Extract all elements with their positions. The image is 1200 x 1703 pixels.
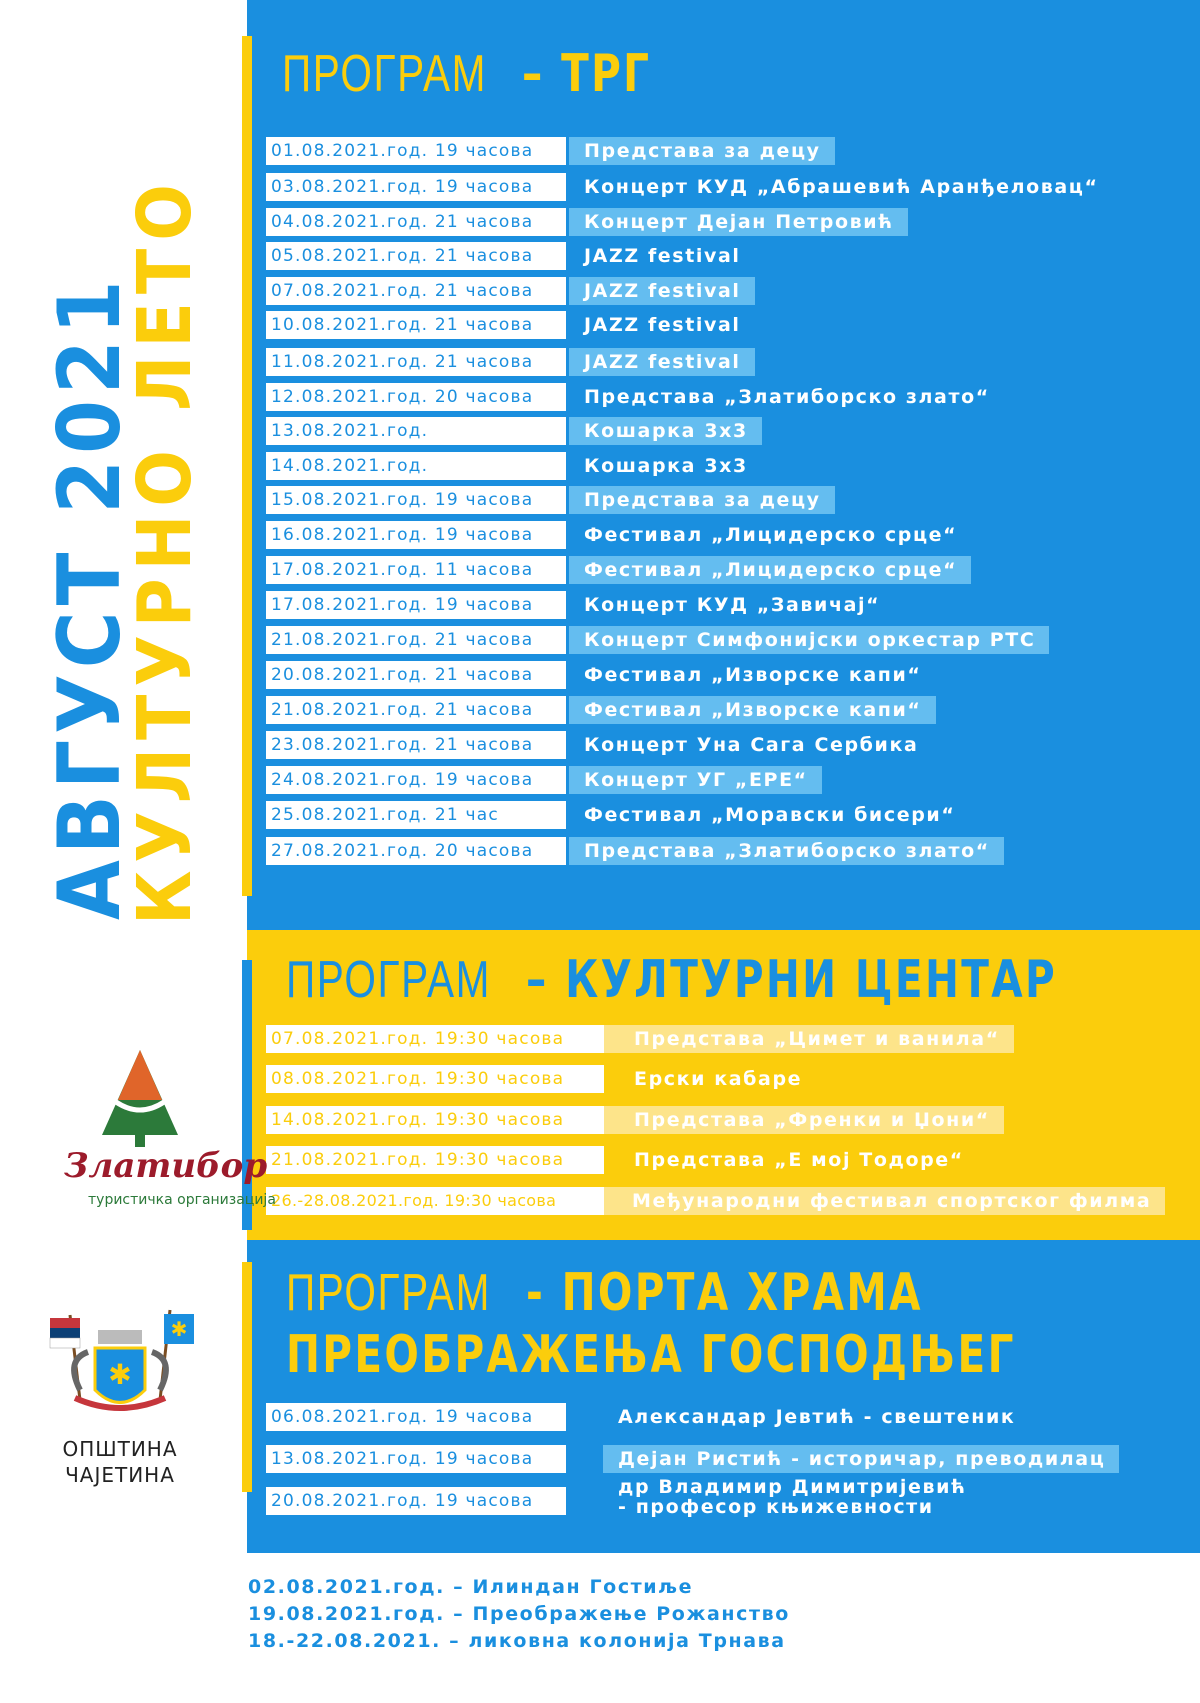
coat-of-arms-icon — [40, 1290, 200, 1430]
trg-row-event: Представа „Златиборско злато“ — [569, 837, 1004, 865]
trg-row-date: 07.08.2021.год. 21 часова — [266, 277, 566, 305]
centar-row-date: 21.08.2021.год. 19:30 часова — [266, 1146, 604, 1174]
trg-row-date: 16.08.2021.год. 19 часова — [266, 521, 566, 549]
trg-row-event: JAZZ festival — [569, 348, 755, 376]
trg-row-event: Фестивал „Моравски бисери“ — [584, 804, 956, 826]
porta-title-light: ПРОГРАМ — [286, 1264, 491, 1322]
bottom-line-1: 02.08.2021.год. – Илиндан Гостиље — [248, 1576, 694, 1598]
trg-row-date: 24.08.2021.год. 19 часова — [266, 766, 566, 794]
centar-row-event: Представа „Е мој Тодоре“ — [634, 1149, 964, 1171]
porta-row-event: Дејан Ристић - историчар, преводилац — [603, 1445, 1119, 1473]
trg-row-date: 17.08.2021.год. 11 часова — [266, 556, 566, 584]
bottom-line-2: 19.08.2021.год. – Преображење Рожанство — [248, 1603, 790, 1625]
centar-title — [286, 950, 1200, 1010]
centar-row-event: Представа „Цимет и ванила“ — [604, 1025, 1014, 1053]
centar-row-date: 07.08.2021.год. 19:30 часова — [266, 1025, 604, 1053]
porta-row-event-line2: - професор књижевности — [618, 1496, 934, 1518]
centar-row-date: 14.08.2021.год. 19:30 часова — [266, 1106, 604, 1134]
porta-row-event: Александар Јевтић - свештеник — [618, 1406, 1016, 1428]
centar-row-date: 26.-28.08.2021.год. 19:30 часова — [266, 1187, 604, 1215]
zlatibor-logo-subtitle: туристичка организација — [88, 1192, 276, 1208]
zlatibor-logo — [40, 1040, 276, 1220]
trg-row-date: 03.08.2021.год. 19 часова — [266, 173, 566, 201]
svg-text:✱: ✱ — [108, 1358, 132, 1391]
trg-row-event: Представа за децу — [569, 486, 835, 514]
trg-row-date: 25.08.2021.год. 21 час — [266, 801, 566, 829]
porta-row-event — [603, 1477, 981, 1517]
bottom-line-3: 18.-22.08.2021. – ликовна колонија Трнава — [248, 1630, 786, 1652]
trg-row-date: 11.08.2021.год. 21 часова — [266, 348, 566, 376]
centar-accent-bar — [242, 960, 252, 1230]
trg-row-date: 12.08.2021.год. 20 часова — [266, 383, 566, 411]
trg-row-date: 01.08.2021.год. 19 часова — [266, 137, 566, 165]
porta-title-bold-2: ПРЕОБРАЖЕЊА ГОСПОДЊЕГ — [286, 1325, 1016, 1385]
trg-row-event: Концерт Симфонијски оркестар РТС — [569, 626, 1049, 654]
porta-row-date: 13.08.2021.год. 19 часова — [266, 1445, 566, 1473]
porta-row-event-line1: др Владимир Димитријевић — [618, 1476, 967, 1498]
porta-accent-bar — [242, 1262, 252, 1492]
trg-row-date: 23.08.2021.год. 21 часова — [266, 731, 566, 759]
trg-row-event: Концерт УГ „ЕРЕ“ — [569, 766, 822, 794]
svg-text:✱: ✱ — [170, 1317, 188, 1341]
centar-row-event: Ерски кабаре — [634, 1068, 803, 1090]
centar-row-event: Међународни фестивал спортског филма — [604, 1187, 1165, 1215]
centar-title-bold: – КУЛТУРНИ ЦЕНТАР — [526, 950, 1058, 1010]
trg-row-date: 27.08.2021.год. 20 часова — [266, 837, 566, 865]
trg-row-date: 20.08.2021.год. 21 часова — [266, 661, 566, 689]
trg-row-event: JAZZ festival — [569, 277, 755, 305]
zlatibor-logo-name: Златибор — [64, 1146, 268, 1186]
trg-row-event: Концерт Дејан Петровић — [569, 208, 908, 236]
trg-row-date: 14.08.2021.год. — [266, 452, 566, 480]
trg-row-event: Фестивал „Лицидерско срце“ — [569, 556, 971, 584]
side-title-month: АВГУСТ 2021 — [40, 274, 140, 920]
trg-row-date: 13.08.2021.год. — [266, 417, 566, 445]
trg-row-date: 21.08.2021.год. 21 часова — [266, 626, 566, 654]
trg-row-date: 05.08.2021.год. 21 часова — [266, 242, 566, 270]
trg-title-bold: – ТРГ — [522, 44, 652, 104]
trg-row-date: 15.08.2021.год. 19 часова — [266, 486, 566, 514]
municipality-line2: ЧАЈЕТИНА — [65, 1463, 175, 1487]
municipality-logo — [40, 1290, 200, 1490]
municipality-line1: ОПШТИНА — [62, 1437, 178, 1461]
centar-row-event: Представа „Френки и Џони“ — [604, 1106, 1004, 1134]
trg-row-event: Представа „Златиборско злато“ — [584, 386, 990, 408]
trg-row-event: JAZZ festival — [584, 245, 741, 267]
porta-row-date: 20.08.2021.год. 19 часова — [266, 1487, 566, 1515]
trg-row-event: Концерт Уна Сага Сербика — [584, 734, 919, 756]
porta-title — [286, 1262, 1200, 1386]
trg-row-event: Представа за децу — [569, 137, 835, 165]
trg-accent-bar — [242, 36, 252, 896]
trg-row-event: JAZZ festival — [584, 314, 741, 336]
trg-row-date: 10.08.2021.год. 21 часова — [266, 311, 566, 339]
trg-row-event: Фестивал „Изворске капи“ — [584, 664, 922, 686]
centar-row-date: 08.08.2021.год. 19:30 часова — [266, 1065, 604, 1093]
tree-icon — [40, 1040, 240, 1150]
trg-row-date: 21.08.2021.год. 21 часова — [266, 696, 566, 724]
trg-row-event: Кошарка 3х3 — [584, 455, 748, 477]
side-title-summer: КУЛТУРНО ЛЕТО — [122, 176, 208, 925]
trg-row-event: Фестивал „Лицидерско срце“ — [584, 524, 958, 546]
centar-title-light: ПРОГРАМ — [286, 951, 491, 1009]
trg-row-event: Концерт КУД „Завичај“ — [584, 594, 881, 616]
trg-title-light: ПРОГРАМ — [282, 45, 487, 103]
trg-row-event: Концерт КУД „Абрашевић Аранђеловац“ — [584, 176, 1099, 198]
trg-row-event: Фестивал „Изворске капи“ — [569, 696, 936, 724]
trg-row-date: 04.08.2021.год. 21 часова — [266, 208, 566, 236]
trg-row-date: 17.08.2021.год. 19 часова — [266, 591, 566, 619]
porta-row-date: 06.08.2021.год. 19 часова — [266, 1403, 566, 1431]
trg-title — [282, 44, 688, 104]
trg-row-event: Кошарка 3х3 — [569, 417, 762, 445]
porta-title-bold-1: - ПОРТА ХРАМА — [526, 1263, 924, 1323]
